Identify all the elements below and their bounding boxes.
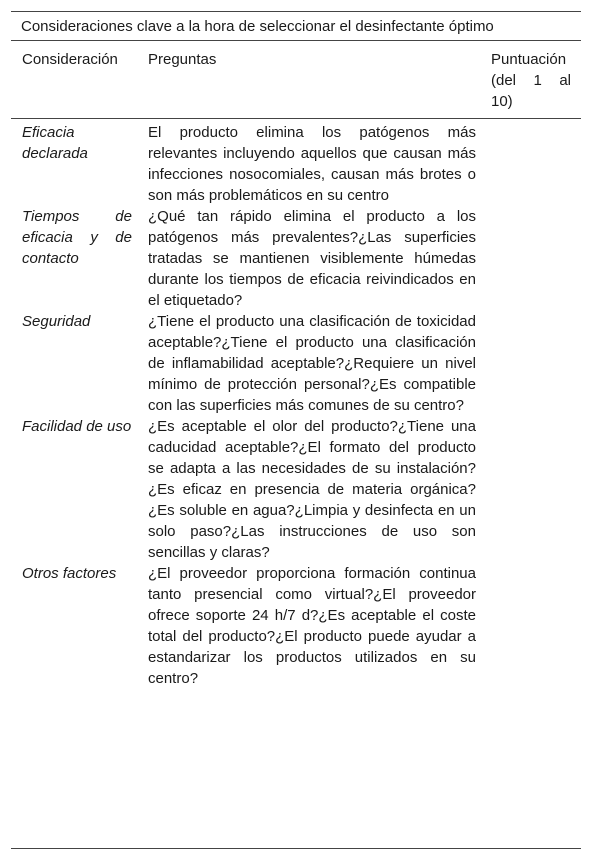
row-score [478, 122, 581, 206]
row-score [478, 206, 581, 311]
row-consideration: Tiempos de eficacia y de contacto [22, 208, 132, 267]
row-questions: El producto elimina los patógenos más relevantes incluyendo aquellos que causan más infecciones nosocomiales, causan más brotes o son más problemáticos en su centro [148, 124, 476, 204]
header-consideration: Consideración [22, 51, 118, 68]
row-questions: ¿El proveedor proporciona formación continua tanto presencial como virtual?¿El proveedor ofrece soporte 24 h/7 d?¿Es aceptable el coste total del producto?¿El producto puede ayudar a estandarizar los productos utilizados en su centro? [148, 565, 476, 687]
header-score-line-1: Puntuación [491, 51, 567, 68]
header-score [478, 49, 581, 118]
table-header-row [11, 41, 581, 119]
table-row [11, 206, 581, 311]
table-row [11, 563, 581, 689]
table-caption: Consideraciones clave a la hora de seleccionar el desinfectante óptimo [11, 11, 581, 41]
header-score-line-2: (del 1 al [491, 72, 571, 89]
table-row [11, 311, 581, 416]
row-consideration: Seguridad [22, 313, 91, 330]
table-row [11, 122, 581, 206]
header-questions: Preguntas [148, 51, 217, 68]
row-questions: ¿Qué tan rápido elimina el producto a los patógenos más prevalentes?¿Las superficies tratadas se mantienen visiblemente húmedas durante los tiempos de eficacia reivindicados en el etiquetado? [148, 208, 476, 309]
table-row [11, 416, 581, 563]
header-score-line-3: 10) [491, 93, 513, 110]
row-questions: ¿Es aceptable el olor del producto?¿Tiene una caducidad aceptable?¿El formato del producto se adapta a las necesidades de su instalación?¿Es eficaz en presencia de materia orgánica?¿Es soluble en agua?¿Limpia y desinfecta en un solo paso?¿Las instrucciones de uso son sencillas y claras? [148, 418, 476, 561]
row-score [478, 416, 581, 563]
row-consideration: Eficacia declarada [22, 124, 88, 162]
row-score [478, 563, 581, 689]
table-bottom-rule [11, 848, 581, 849]
row-consideration: Facilidad de uso [22, 418, 132, 435]
table-body [11, 119, 581, 689]
row-consideration: Otros factores [22, 565, 117, 582]
row-score [478, 311, 581, 416]
row-questions: ¿Tiene el producto una clasificación de toxicidad aceptable?¿Tiene el producto una clasificación de inflamabilidad aceptable?¿Requiere un nivel mínimo de protección personal?¿Es compatible con las superficies más comunes de su centro? [148, 313, 476, 414]
disinfectant-considerations-table [11, 11, 581, 689]
